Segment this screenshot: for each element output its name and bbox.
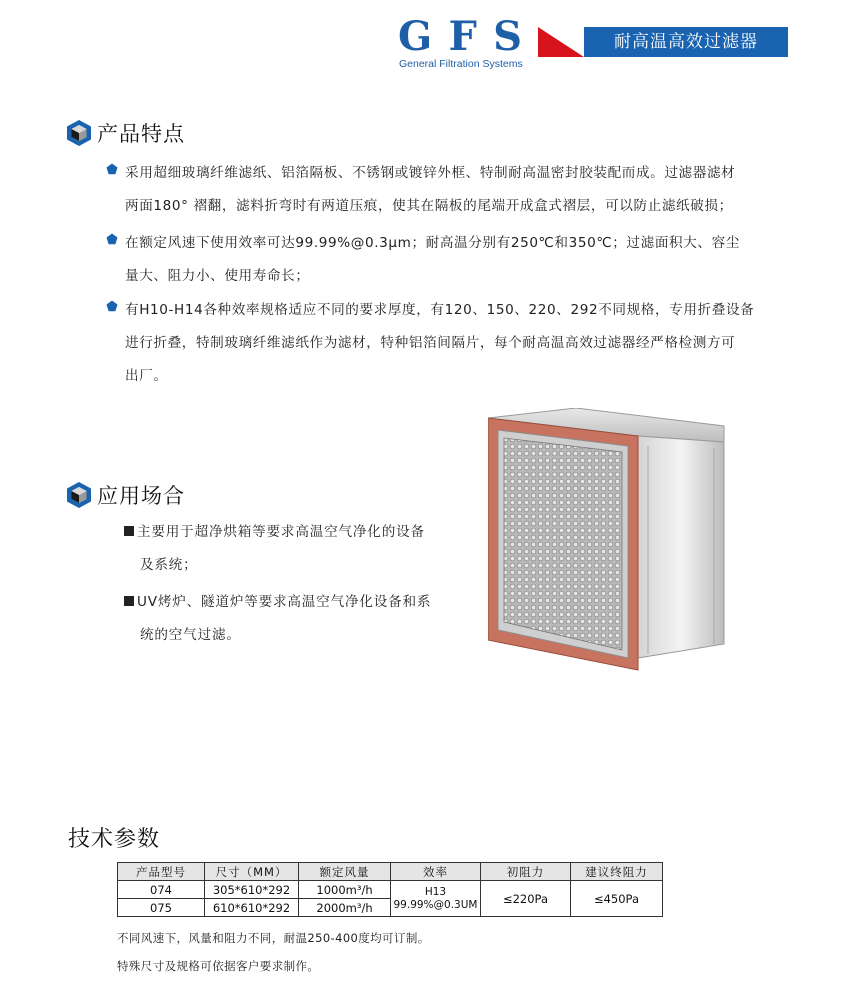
cell-model: 074	[118, 881, 205, 899]
feature-2-line-2: 量大、阻力小、使用寿命长；	[125, 268, 310, 284]
high-temperature-filter-image	[488, 408, 728, 676]
feature-2-line-1: 在额定风速下使用效率可达99.99%@0.3μm；耐高温分别有250℃和350℃；过滤面积大、容尘	[125, 235, 740, 251]
specs-heading: 技术参数	[68, 827, 161, 852]
banner-red-triangle	[538, 27, 584, 57]
page-title: 耐高温高效过滤器	[584, 27, 788, 57]
logo-letter-f: F	[448, 13, 477, 60]
feature-item-1	[106, 157, 796, 223]
logo-letter-s: S	[493, 13, 522, 60]
pentagon-bullet-icon	[106, 163, 118, 175]
feature-1-line-2: 两面180° 褶翻，滤料折弯时有两道压痕，使其在隔板的尾端开成盒式褶层，可以防止滤纸破损；	[125, 198, 733, 214]
cell-final-resistance: ≤450Pa	[571, 881, 663, 917]
applications-heading-text: 应用场合	[97, 484, 185, 508]
specs-note-2: 特殊尺寸及规格可依据客户要求制作。	[117, 959, 320, 973]
features-heading	[64, 118, 185, 148]
col-header-efficiency: 效率	[391, 863, 481, 881]
application-1-line-1: 主要用于超净烘箱等要求高温空气净化的设备	[137, 524, 425, 540]
specs-table	[117, 862, 663, 917]
cell-size: 305*610*292	[205, 881, 299, 899]
application-item-1	[124, 516, 464, 582]
square-bullet-icon	[124, 596, 134, 606]
col-header-size: 尺寸（MM）	[205, 863, 299, 881]
specs-note-1: 不同风速下，风量和阻力不同，耐温250-400度均可订制。	[117, 931, 430, 945]
application-1-line-2: 及系统；	[140, 557, 198, 573]
feature-item-3	[106, 294, 796, 393]
col-header-final-resistance: 建议终阻力	[571, 863, 663, 881]
logo-letter-g: G	[398, 13, 433, 60]
cell-efficiency	[391, 881, 481, 917]
hexagon-cube-icon	[64, 480, 94, 510]
logo-subtitle: General Filtration Systems	[399, 58, 523, 70]
application-item-2	[124, 586, 464, 652]
pentagon-bullet-icon	[106, 233, 118, 245]
applications-heading	[64, 480, 185, 510]
hexagon-cube-icon	[64, 118, 94, 148]
pentagon-bullet-icon	[106, 300, 118, 312]
cell-model: 075	[118, 899, 205, 917]
application-2-line-1: UV烤炉、隧道炉等要求高温空气净化设备和系	[137, 594, 432, 610]
feature-3-line-3: 出厂。	[125, 368, 168, 384]
cell-airflow: 1000m³/h	[299, 881, 391, 899]
features-heading-text: 产品特点	[97, 122, 185, 146]
square-bullet-icon	[124, 526, 134, 536]
table-row	[118, 881, 663, 899]
efficiency-line-1: H13	[424, 885, 447, 898]
feature-1-line-1: 采用超细玻璃纤维滤纸、铝箔隔板、不锈钢或镀锌外框、特制耐高温密封胶装配而成。过滤器滤材	[125, 165, 736, 181]
col-header-airflow: 额定风量	[299, 863, 391, 881]
specs-header-row	[118, 863, 663, 881]
col-header-model: 产品型号	[118, 863, 205, 881]
efficiency-line-2: 99.99%@0.3UM	[393, 898, 478, 911]
cell-size: 610*610*292	[205, 899, 299, 917]
page-title-banner	[538, 27, 788, 57]
application-2-line-2: 统的空气过滤。	[140, 627, 241, 643]
cell-initial-resistance: ≤220Pa	[481, 881, 571, 917]
feature-3-line-2: 进行折叠，特制玻璃纤维滤纸作为滤材，特种铝箔间隔片，每个耐高温高效过滤器经严格检测方可	[125, 335, 736, 351]
col-header-initial-resistance: 初阻力	[481, 863, 571, 881]
feature-item-2	[106, 227, 796, 293]
cell-airflow: 2000m³/h	[299, 899, 391, 917]
gfs-logo	[396, 13, 526, 72]
feature-3-line-1: 有H10-H14各种效率规格适应不同的要求厚度，有120、150、220、292不同规格，专用折叠设备	[125, 302, 755, 318]
logo-letters	[398, 13, 522, 60]
